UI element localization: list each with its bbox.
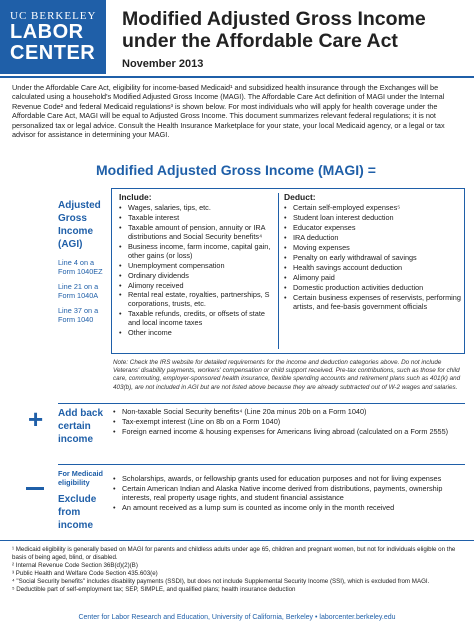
logo-line-labor: LABOR <box>10 21 84 43</box>
magi-heading: Modified Adjusted Gross Income (MAGI) = <box>96 162 376 178</box>
minus-icon <box>26 487 44 490</box>
header-divider <box>0 76 474 78</box>
list-item: • Ordinary dividends <box>119 272 275 281</box>
title-line-2: under the Affordable Care Act <box>122 30 398 52</box>
list-item: • Certain business expenses of reservists, performing artists, and fee-basis government officials <box>284 294 462 312</box>
list-item: • Wages, salaries, tips, etc. <box>119 204 275 213</box>
list-item: • Non-taxable Social Security benefits⁴ (Line 20a minus 20b on a Form 1040) <box>113 408 463 417</box>
list-item: • Penalty on early withdrawal of savings <box>284 254 462 263</box>
add-back-label-line: certain <box>58 421 91 432</box>
logo-line-center: CENTER <box>10 42 96 64</box>
agi-form-line: Line 37 on a <box>58 306 99 315</box>
exclude-label-line: Exclude <box>58 494 97 505</box>
footnotes <box>12 546 462 593</box>
list-item: • Alimony paid <box>284 274 462 283</box>
list-item: • Certain American Indian and Alaska Native income derived from distributions, payments, ownership interests, real property usage rights, and student financial assistance <box>113 485 463 503</box>
include-column <box>119 192 275 339</box>
list-item: • Alimony received <box>119 282 275 291</box>
add-back-label-line: Add back <box>58 408 104 419</box>
footnote: ² Internal Revenue Code Section 36B(d)(2)(B) <box>12 561 138 569</box>
add-back-list <box>113 408 463 438</box>
list-item: • Taxable interest <box>119 214 275 223</box>
list-item: • Certain self-employed expenses⁵ <box>284 204 462 213</box>
add-back-label <box>58 407 103 446</box>
agi-form-1040a <box>58 282 98 300</box>
list-item: • Business income, farm income, capital gain, other gains (or loss) <box>119 243 275 261</box>
footnote-divider <box>0 540 474 541</box>
publication-date: November 2013 <box>122 58 204 70</box>
agi-form-line: Line 21 on a <box>58 282 99 291</box>
list-item: • Educator expenses <box>284 224 462 233</box>
plus-icon: + <box>28 404 44 434</box>
deduct-heading: Deduct: <box>284 192 316 202</box>
include-list <box>119 204 275 338</box>
medicaid-eligibility-label <box>58 469 103 487</box>
title-line-1: Modified Adjusted Gross Income <box>122 8 426 30</box>
agi-components-box <box>111 188 465 354</box>
list-item: • Taxable amount of pension, annuity or IRA distributions and Social Security benefits⁴ <box>119 224 275 242</box>
list-item: • Health savings account deduction <box>284 264 462 273</box>
footnote: ⁵ Deductible part of self-employment tax; SEP, SIMPLE, and qualified plans; health insurance deduction <box>12 585 296 593</box>
footnote: ¹ Medicaid eligibility is generally based on MAGI for parents and childless adults under age 65, children and pregnant women, but not for individuals eligible on the basis of being aged, blind, or disabled. <box>12 546 456 561</box>
deduct-column <box>284 192 462 313</box>
list-item: • Foreign earned income & housing expenses for Americans living abroad (calculated on a Form 2555) <box>113 428 463 437</box>
agi-label-line: Adjusted <box>58 200 101 211</box>
footnote: ⁴ "Social Security benefits" includes disability payments (SSDI), but does not include Supplemental Security Income (SSI), which is excluded from MAGI. <box>12 577 430 585</box>
list-item: • Domestic production activities deduction <box>284 284 462 293</box>
agi-form-name: Form 1040A <box>58 291 99 300</box>
medicaid-label-line: eligibility <box>58 478 90 487</box>
agi-label <box>58 199 101 251</box>
deduct-list <box>284 204 462 311</box>
medicaid-label-line: For Medicaid <box>58 469 104 478</box>
footnote: ³ Public Health and Welfare Code Section 435.603(e) <box>12 569 158 577</box>
labor-center-logo <box>0 0 106 74</box>
exclude-label <box>58 493 96 532</box>
section-divider <box>58 403 465 404</box>
exclude-label-line: income <box>58 520 94 531</box>
list-item: • Other income <box>119 329 275 338</box>
agi-label-line: Gross <box>58 213 87 224</box>
list-item: • IRA deduction <box>284 234 462 243</box>
list-item: • Rental real estate, royalties, partnerships, S corporations, trusts, etc. <box>119 291 275 309</box>
agi-label-line: Income <box>58 226 94 237</box>
logo-line-uc-berkeley: UC BERKELEY <box>10 10 97 22</box>
section-divider <box>58 464 465 465</box>
include-heading: Include: <box>119 192 152 202</box>
intro-paragraph: Under the Affordable Care Act, eligibility for income-based Medicaid¹ and subsidized health insurance through the Exchanges will be calculated using a household's Modified Adjusted Gross Income (MAGI). The Affordable Care Act definition of MAGI under the Internal Revenue Code² and federal Medicaid regulations³ is shown below. For most individuals who will apply for health coverage under the Affordable Care Act, MAGI will be equal to Adjusted Gross Income. This document summarizes relevant federal regulations; it is not personalized tax or legal advice. Consult the Health Insurance Marketplace for your state, your local Medicaid agency, or a legal or tax advisor for assistance in determining your MAGI. <box>12 83 445 140</box>
list-item: • An amount received as a lump sum is counted as income only in the month received <box>113 504 463 513</box>
list-item: • Taxable refunds, credits, or offsets of state and local income taxes <box>119 310 275 328</box>
list-item: • Scholarships, awards, or fellowship grants used for education purposes and not for living expenses <box>113 475 463 484</box>
agi-form-name: Form 1040EZ <box>58 267 103 276</box>
footer-credit: Center for Labor Research and Education, University of California, Berkeley • laborcenter.berkeley.edu <box>78 614 396 621</box>
agi-form-1040ez <box>58 258 103 276</box>
agi-label-line: (AGI) <box>58 239 83 250</box>
exclude-label-line: from <box>58 507 81 518</box>
exclude-list <box>113 475 463 514</box>
list-item: • Student loan interest deduction <box>284 214 462 223</box>
list-item: • Moving expenses <box>284 244 462 253</box>
list-item: • Tax-exempt interest (Line on 8b on a Form 1040) <box>113 418 463 427</box>
column-divider <box>278 193 279 349</box>
irs-note: Note: Check the IRS website for detailed requirements for the income and deduction categories above. Do not include Veterans' disability payments, workers' compensation or child support received. Pre-tax contributions, such as those for child care, commuting, employer-sponsored health insurance, flexible spending accounts and retirement plans such as 401(k) and 403(b), are not included in AGI but are not listed above because they are already subtracted out of W-2 wages and salaries. <box>113 359 461 391</box>
page-title <box>122 8 467 52</box>
list-item: • Unemployment compensation <box>119 262 275 271</box>
agi-form-line: Line 4 on a <box>58 258 95 267</box>
agi-form-1040 <box>58 306 98 324</box>
add-back-label-line: income <box>58 434 94 445</box>
agi-form-name: Form 1040 <box>58 315 94 324</box>
